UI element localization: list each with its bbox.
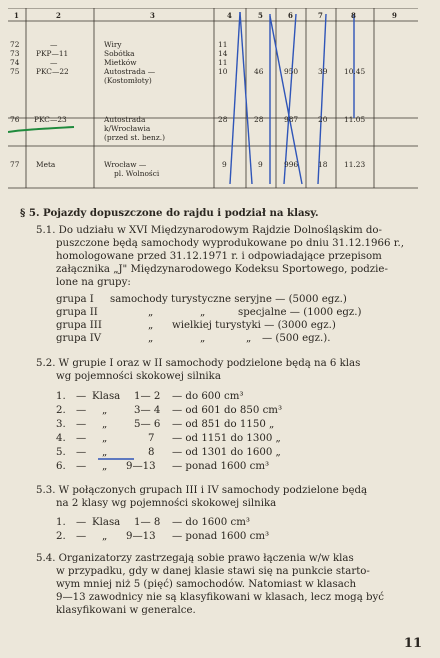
cell-distance: 11 [218,40,228,49]
class-number: 4. [56,433,66,444]
cell-time: 11.23 [344,160,366,169]
ditto-mark: „ [148,333,154,344]
section-heading: § 5. Pojazdy dopuszczone do rajdu i podział na klasy. [20,207,319,219]
para-5-2-line: 5.2. W grupie I oraz w II samochody podzielone będą na 6 klas [36,358,361,369]
cell-col5: 9 [258,160,263,169]
para-5-1-line: 5.1. Do udziału w XVI Międzynarodowym Rajdzie Dolnośląskim do- [36,225,382,236]
cell-col6: 987 [284,115,299,124]
table-grid [8,8,418,200]
cell-place: Mietków [104,58,137,67]
para-5-1-line: załącznika „J" Międzynarodowego Kodeksu Sportowego, podzie- [56,264,388,275]
para-5-4-line: 5.4. Organizatorzy zastrzegają sobie prawo łączenia w/w klas [36,553,354,564]
class-label: „ [102,405,108,416]
class-range: 5— 6 [134,419,161,430]
cell-no: 72 [10,40,20,49]
header-col-1: 1 [14,11,19,20]
class-number: 2. [56,531,66,542]
ditto-mark: „ [246,333,252,344]
group-name: grupa III [56,320,102,331]
header-col-3: 3 [150,11,155,20]
cell-time: 11.05 [344,115,366,124]
cell-checkpoint: PKC—23 [34,115,67,124]
header-col-7: 7 [318,11,323,20]
cell-distance: 11 [218,58,228,67]
cell-checkpoint: PKC—22 [36,67,69,76]
class-number: 1. [56,517,66,528]
class-range: 9—13 [126,461,156,472]
class-range: 1— 2 [134,391,161,402]
cell-checkpoint: Meta [36,160,56,169]
class-dash: — [76,433,87,444]
class-capacity: — od 601 do 850 cm³ [172,405,283,416]
cell-place: Autostrada [104,115,146,124]
class-capacity: — ponad 1600 cm³ [172,531,270,542]
cell-col5: 46 [254,67,264,76]
class-number: 1. [56,391,66,402]
header-col-2: 2 [56,11,61,20]
class-dash: — [76,419,87,430]
class-label: „ [102,433,108,444]
class-label: Klasa [92,517,121,528]
para-5-3-line: 5.3. W połączonych grupach III i IV samochody podzielone będą [36,485,368,496]
para-5-4-line: klasyfikowani w generalce. [56,605,196,616]
class-range: 8 [148,447,155,458]
para-5-4-line: wym mniej niż 5 (pięć) samochodów. Natomiast w klasach [56,579,357,590]
class-capacity: — do 1600 cm³ [172,517,250,528]
para-5-1-line: lone na grupy: [56,277,131,288]
cell-no: 77 [10,160,20,169]
class-number: 3. [56,419,66,430]
class-range: 3— 4 [134,405,161,416]
para-5-1-line: homologowane przed 31.12.1971 r. i odpowiadające przepisom [56,251,382,262]
group-desc: wielkiej turystyki — (3000 egz.) [172,320,336,331]
group-desc: specjalne — (1000 egz.) [238,307,362,318]
cell-col7: 20 [318,115,328,124]
ditto-mark: „ [200,333,206,344]
cell-place-sub: k/Wrocławia [104,124,151,133]
class-label: „ [102,419,108,430]
para-5-4-line: w przypadku, gdy w danej klasie stawi się na punkcie starto- [56,566,370,577]
pen-marks [230,12,354,184]
class-range: 1— 8 [134,517,161,528]
cell-place: Sobótka [104,49,135,58]
route-table [8,8,418,200]
group-name: grupa IV [56,333,102,344]
class-capacity: — od 1301 do 1600 „ [172,447,281,458]
cell-col7: 39 [318,67,328,76]
class-number: 2. [56,405,66,416]
cell-col7: 18 [318,160,328,169]
class-range: 7 [148,433,155,444]
class-dash: — [76,405,87,416]
cell-no: 73 [10,49,20,58]
page-number: 11 [403,636,422,651]
header-col-6: 6 [288,11,293,20]
group-desc: samochody turystyczne seryjne — (5000 egz.) [110,294,347,305]
class-capacity: — do 600 cm³ [172,391,244,402]
ditto-mark: „ [200,307,206,318]
group-name: grupa I [56,294,94,305]
cell-place-sub2: (przed st. benz.) [104,133,165,142]
cell-col6: 996 [284,160,299,169]
cell-col6: 950 [284,67,299,76]
class-capacity: — od 1151 do 1300 „ [172,433,281,444]
class-range: 9—13 [126,531,156,542]
class-number: 5. [56,447,66,458]
cell-place-sub: pl. Wolności [114,169,160,178]
group-desc: — (500 egz.). [262,333,331,344]
cell-checkpoint: — [50,58,58,67]
cell-col5: 28 [254,115,264,124]
cell-distance: 14 [218,49,228,58]
green-underline [8,127,74,132]
ditto-mark: „ [148,320,154,331]
class-capacity: — ponad 1600 cm³ [172,461,270,472]
cell-no: 75 [10,67,20,76]
para-5-1-line: puszczone będą samochody wyprodukowane po dniu 31.12.1966 r., [56,238,404,249]
header-col-5: 5 [258,11,263,20]
header-col-4: 4 [227,11,232,20]
class-label: „ [102,531,108,542]
class-dash: — [76,531,87,542]
class-dash: — [76,517,87,528]
header-col-8: 8 [351,11,356,20]
cell-distance: 10 [218,67,228,76]
cell-no: 76 [10,115,20,124]
cell-place: Wrocław — [104,160,147,169]
para-5-4-line: 9—13 zawodnicy nie są klasyfikowani w klasach, lecz mogą być [56,592,384,603]
cell-place: Wiry [104,40,122,49]
para-5-3-line: na 2 klasy wg pojemności skokowej silnika [56,498,277,509]
class-capacity: — od 851 do 1150 „ [172,419,275,430]
cell-checkpoint: PKP—11 [36,49,69,58]
para-5-2-line: wg pojemności skokowej silnika [56,371,221,382]
class-number: 6. [56,461,66,472]
class-dash: — [76,391,87,402]
class-label: „ [102,461,108,472]
cell-place-sub: (Kostomłoty) [104,76,152,85]
cell-no: 74 [10,58,20,67]
header-col-9: 9 [392,11,397,20]
class-dash: — [76,461,87,472]
class-label: „ [102,447,108,458]
cell-time: 10.45 [344,67,366,76]
ditto-mark: „ [148,307,154,318]
cell-place: Autostrada — [104,67,156,76]
cell-checkpoint: — [50,40,58,49]
class-dash: — [76,447,87,458]
cell-distance: 9 [222,160,227,169]
cell-distance: 28 [218,115,228,124]
group-name: grupa II [56,307,98,318]
class-label: Klasa [92,391,121,402]
